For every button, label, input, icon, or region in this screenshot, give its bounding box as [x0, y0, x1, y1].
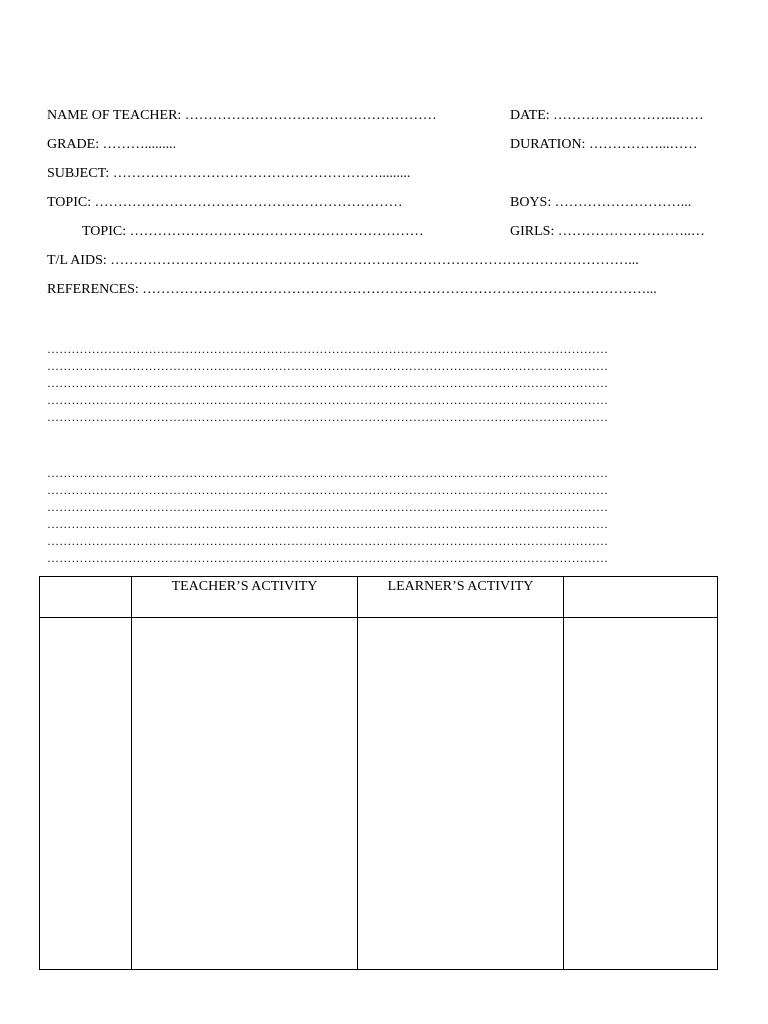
name-of-teacher-field[interactable]: NAME OF TEACHER: ………………………………………………	[47, 108, 437, 123]
boys-field[interactable]: BOYS: ………………………...	[510, 195, 692, 210]
topic-field[interactable]: TOPIC: …………………………………………………………	[47, 195, 403, 210]
table-header-row	[40, 577, 718, 618]
table-row	[40, 618, 718, 970]
dotted-line[interactable]: …………………………………………………………………………………………………………………………	[47, 393, 609, 407]
dotted-line[interactable]: …………………………………………………………………………………………………………………………	[47, 500, 609, 514]
dotted-line[interactable]: …………………………………………………………………………………………………………………………	[47, 551, 609, 565]
dotted-line[interactable]: …………………………………………………………………………………………………………………………	[47, 376, 609, 390]
tl-aids-field[interactable]: T/L AIDS: …………………………………………………………………………………………………...	[47, 253, 639, 268]
table-header-remarks	[564, 577, 718, 618]
table-cell-teachers-activity[interactable]	[132, 618, 358, 970]
duration-field[interactable]: DURATION: ……………...……	[510, 137, 698, 152]
table-cell-stage[interactable]	[40, 618, 132, 970]
table-cell-learners-activity[interactable]	[358, 618, 564, 970]
table-header-teachers-activity: TEACHER’S ACTIVITY	[132, 577, 358, 618]
dotted-line[interactable]: …………………………………………………………………………………………………………………………	[47, 342, 609, 356]
lesson-activity-table	[39, 576, 718, 970]
table-header-learners-activity: LEARNER’S ACTIVITY	[358, 577, 564, 618]
subject-field[interactable]: SUBJECT: ………………………………………………….........	[47, 166, 411, 181]
references-field[interactable]: REFERENCES: ………………………………………………………………………………………………...	[47, 282, 657, 297]
dotted-line[interactable]: …………………………………………………………………………………………………………………………	[47, 534, 609, 548]
dotted-line[interactable]: …………………………………………………………………………………………………………………………	[47, 359, 609, 373]
girls-field[interactable]: GIRLS: ………………………..…	[510, 224, 705, 239]
dotted-line[interactable]: …………………………………………………………………………………………………………………………	[47, 466, 609, 480]
dotted-line[interactable]: …………………………………………………………………………………………………………………………	[47, 483, 609, 497]
grade-field[interactable]: GRADE: ……….........	[47, 137, 177, 152]
subtopic-field[interactable]: TOPIC: ………………………………………………………	[82, 224, 424, 239]
table-cell-remarks[interactable]	[564, 618, 718, 970]
date-field[interactable]: DATE: ……………………...……	[510, 108, 704, 123]
table-header-stage	[40, 577, 132, 618]
dotted-line[interactable]: …………………………………………………………………………………………………………………………	[47, 517, 609, 531]
dotted-line[interactable]: …………………………………………………………………………………………………………………………	[47, 410, 609, 424]
